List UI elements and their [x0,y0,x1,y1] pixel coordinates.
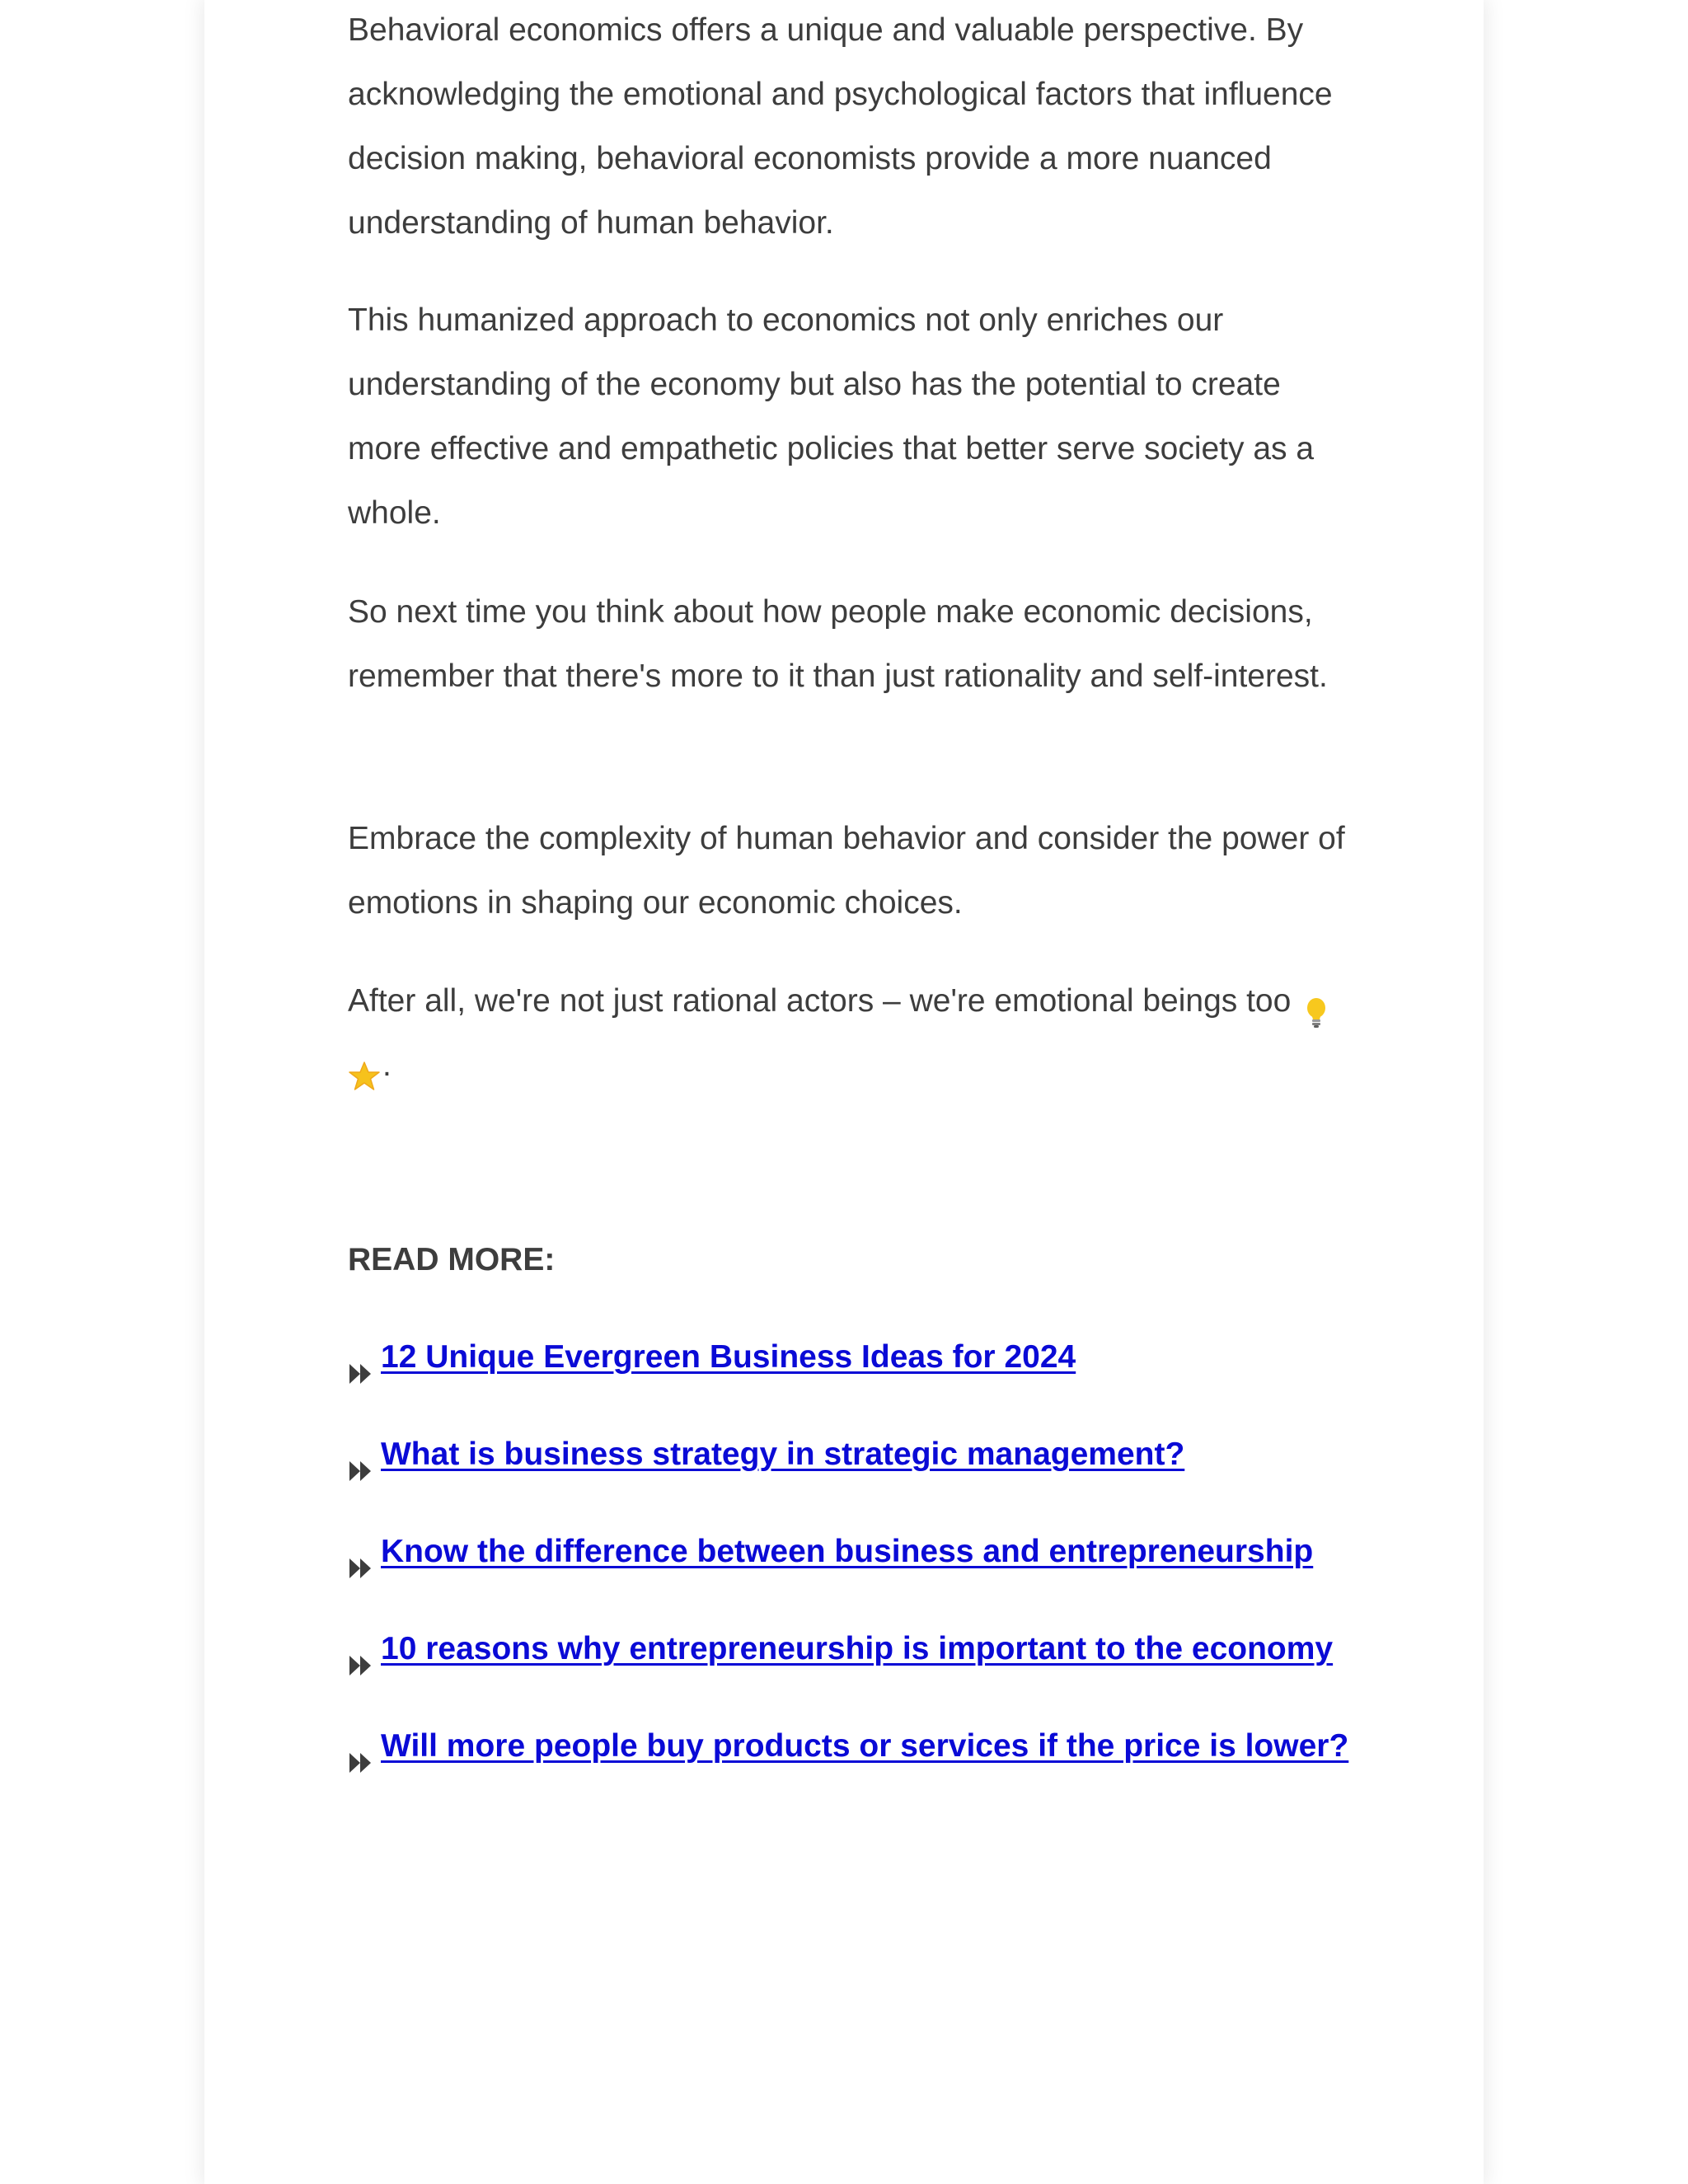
light-bulb-icon [1300,987,1333,1019]
double-arrow-icon [348,1344,373,1369]
article-paragraph: So next time you think about how people make economic decisions, remember that there's more to it than just rationality and self-interest. [348,594,1328,694]
read-more-item [348,1325,1362,1390]
double-arrow-icon [348,1539,373,1563]
read-more-item [348,1714,1362,1779]
star-icon [348,1051,381,1084]
read-more-item [348,1422,1362,1487]
article-closing-paragraph [348,969,1362,1098]
closing-text: After all, we're not just rational actors – we're emotional beings too [348,983,1292,1019]
double-arrow-icon [348,1733,373,1758]
article-paragraph: Behavioral economics offers a unique and valuable perspective. By acknowledging the emotional and psychological factors that influence decision making, behavioral economists provide a more nuanced understanding of human behavior. [348,12,1333,241]
read-more-item [348,1520,1362,1584]
article-paragraph: This humanized approach to economics not only enriches our understanding of the economy but also has the potential to create more effective and empathetic policies that better serve society as a whole. [348,302,1315,531]
read-more-link[interactable]: 12 Unique Evergreen Business Ideas for 2024 [381,1339,1076,1375]
article-paragraph: Embrace the complexity of human behavior and consider the power of emotions in shaping our economic choices. [348,821,1345,921]
read-more-link[interactable]: Will more people buy products or services if the price is lower? [381,1728,1349,1764]
read-more-link[interactable]: What is business strategy in strategic management? [381,1436,1185,1472]
article-page [204,0,1484,2184]
read-more-link[interactable]: Know the difference between business and entrepreneurship [381,1534,1314,1569]
read-more-list [348,1325,1362,1811]
read-more-link[interactable]: 10 reasons why entrepreneurship is important to the economy [381,1631,1334,1666]
read-more-heading: READ MORE: [348,1242,556,1277]
read-more-item [348,1617,1362,1681]
closing-punctuation: . [382,1047,392,1083]
double-arrow-icon [348,1636,373,1661]
double-arrow-icon [348,1441,373,1466]
